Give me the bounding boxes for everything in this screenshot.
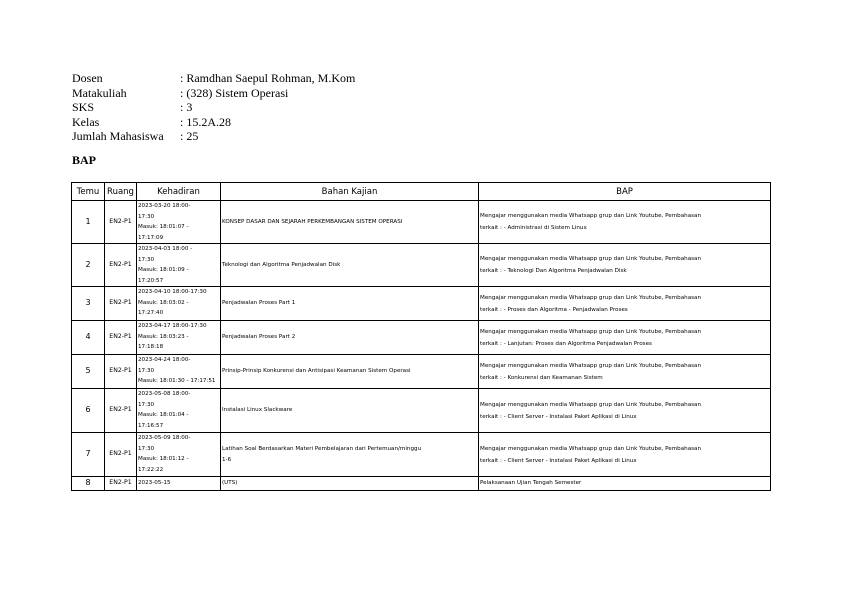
bap-line: terkait : - Client Server - Instalasi Paket Aplikasi di Linux — [480, 457, 637, 464]
schedule-text: 2023-04-03 18:00 - — [138, 246, 193, 252]
cell-room: EN2-P1 — [105, 433, 137, 477]
info-label: Jumlah Mahasiswa — [72, 129, 164, 144]
cell-bap — [479, 433, 771, 477]
info-row-students — [72, 129, 355, 144]
checkin-text: Masuk: 18:01:12 - — [138, 456, 189, 462]
topic-line: 1-6 — [222, 456, 232, 463]
table-header-row — [72, 183, 771, 201]
bap-table — [71, 182, 771, 491]
cell-attendance — [137, 201, 221, 244]
bap-line: Mengajar menggunakan media Whatsapp grup dan Link Youtube, Pembahasan — [480, 213, 702, 219]
section-title: BAP — [72, 153, 96, 167]
bap-line: terkait : - Teknologi Dan Algoritma Penjadwalan Disk — [480, 268, 627, 274]
col-header-attendance: Kehadiran — [137, 183, 221, 201]
cell-topic: KONSEP DASAR DAN SEJARAH PERKEMBANGAN SISTEM OPERASI — [221, 201, 479, 244]
cell-room: EN2-P1 — [105, 321, 137, 355]
bap-line: terkait : - Proses dan Algoritma - Penjadwalan Proses — [480, 306, 628, 313]
course-info — [72, 71, 355, 144]
cell-meeting: 4 — [72, 321, 105, 355]
cell-attendance — [137, 287, 221, 321]
checkout-text: 17:18:18 — [138, 344, 164, 350]
bap-line: Mengajar menggunakan media Whatsapp grup dan Link Youtube, Pembahasan — [480, 445, 702, 452]
topic-line: Latihan Soal Berdasarkan Materi Pembelajaran dari Pertemuan/minggu — [222, 446, 422, 452]
schedule-text: 2023-03-20 18:00- — [138, 203, 191, 209]
cell-room: EN2-P1 — [105, 389, 137, 433]
cell-attendance — [137, 389, 221, 433]
info-label: Kelas — [72, 114, 100, 129]
checkout-text: 17:27:40 — [138, 310, 164, 316]
cell-bap — [479, 355, 771, 389]
cell-bap: Pelaksanaan Ujian Tengah Semester — [479, 477, 771, 491]
table-row — [72, 433, 771, 477]
cell-bap — [479, 201, 771, 244]
cell-attendance — [137, 433, 221, 477]
checkin-text: Masuk: 18:01:30 - 17:17:51 — [138, 378, 216, 384]
col-header-bap: BAP — [479, 183, 771, 201]
end-text: 17:30 — [138, 401, 155, 408]
bap-line: Mengajar menggunakan media Whatsapp grup dan Link Youtube, Pembahasan — [480, 294, 702, 301]
info-row-course — [72, 86, 355, 101]
cell-topic — [221, 433, 479, 477]
cell-meeting: 7 — [72, 433, 105, 477]
info-row-credits — [72, 100, 355, 115]
cell-room: EN2-P1 — [105, 201, 137, 244]
cell-room: EN2-P1 — [105, 477, 137, 491]
schedule-text: 2023-04-17 18:00-17:30 — [138, 323, 207, 329]
cell-attendance: 2023-05-15 — [137, 477, 221, 491]
table-row — [72, 355, 771, 389]
info-row-class — [72, 115, 355, 130]
bap-line: terkait : - Administrasi di Sistem Linux — [480, 225, 587, 231]
cell-meeting: 3 — [72, 287, 105, 321]
end-text: 17:30 — [138, 256, 155, 263]
cell-topic: Teknologi dan Algoritma Penjadwalan Disk — [221, 244, 479, 287]
checkout-text: 17:17:09 — [138, 234, 164, 241]
cell-bap — [479, 389, 771, 433]
cell-meeting: 6 — [72, 389, 105, 433]
cell-meeting: 8 — [72, 477, 105, 491]
table-row — [72, 201, 771, 244]
bap-line: Mengajar menggunakan media Whatsapp grup dan Link Youtube, Pembahasan — [480, 401, 702, 408]
checkout-text: 17:20:57 — [138, 277, 164, 284]
cell-bap — [479, 321, 771, 355]
table-row — [72, 244, 771, 287]
cell-topic: Prinsip-Prinsip Konkurensi dan Antisipasi Keamanan Sistem Operasi — [221, 355, 479, 389]
bap-line: terkait : - Client Server - Instalasi Paket Aplikasi di Linux — [480, 413, 637, 420]
cell-room: EN2-P1 — [105, 355, 137, 389]
checkin-text: Masuk: 18:01:07 - — [138, 224, 189, 230]
cell-attendance — [137, 244, 221, 287]
info-value: : Ramdhan Saepul Rohman, M.Kom — [180, 71, 356, 85]
checkin-text: Masuk: 18:01:09 - — [138, 267, 189, 273]
cell-meeting: 1 — [72, 201, 105, 244]
end-text: 17:30 — [138, 367, 155, 374]
bap-line: terkait : - Konkurensi dan Keamanan Sistem — [480, 374, 603, 381]
cell-room: EN2-P1 — [105, 287, 137, 321]
table-row — [72, 389, 771, 433]
table-row — [72, 321, 771, 355]
info-value: : 15.2A.28 — [180, 114, 231, 129]
col-header-room: Ruang — [105, 183, 137, 201]
cell-meeting: 5 — [72, 355, 105, 389]
bap-line: Mengajar menggunakan media Whatsapp grup dan Link Youtube, Pembahasan — [480, 328, 702, 335]
info-value: : (328) Sistem Operasi — [180, 85, 289, 100]
end-text: 17:30 — [138, 213, 155, 220]
col-header-topic: Bahan Kajian — [221, 183, 479, 201]
schedule-text: 2023-05-08 18:00- — [138, 391, 191, 397]
table-row — [72, 287, 771, 321]
cell-attendance — [137, 355, 221, 389]
cell-topic: Instalasi Linux Slackware — [221, 389, 479, 433]
table-row — [72, 477, 771, 491]
cell-meeting: 2 — [72, 244, 105, 287]
cell-attendance — [137, 321, 221, 355]
info-row-lecturer — [72, 71, 355, 86]
bap-line: terkait : - Lanjutan: Proses dan Algoritma Penjadwalan Proses — [480, 340, 652, 347]
schedule-text: 2023-04-24 18:00- — [138, 357, 191, 363]
schedule-text: 2023-04-10 18:00-17:30 — [138, 289, 207, 295]
info-value: : 25 — [180, 129, 199, 144]
checkin-text: Masuk: 18:03:23 - — [138, 333, 189, 340]
schedule-text: 2023-05-09 18:00- — [138, 435, 191, 441]
cell-topic: Penjadwalan Proses Part 1 — [221, 287, 479, 321]
bap-line: Mengajar menggunakan media Whatsapp grup dan Link Youtube, Pembahasan — [480, 362, 702, 369]
col-header-meeting: Temu — [72, 183, 105, 201]
checkout-text: 17:22:22 — [138, 466, 164, 473]
cell-bap — [479, 287, 771, 321]
bap-line: Mengajar menggunakan media Whatsapp grup dan Link Youtube, Pembahasan — [480, 256, 702, 262]
info-label: Matakuliah — [72, 85, 127, 100]
checkin-text: Masuk: 18:01:04 - — [138, 412, 189, 418]
cell-topic: (UTS) — [221, 477, 479, 491]
info-value: : 3 — [180, 100, 193, 115]
info-label: SKS — [72, 100, 95, 115]
cell-topic: Penjadwalan Proses Part 2 — [221, 321, 479, 355]
end-text: 17:30 — [138, 445, 155, 452]
checkout-text: 17:16:57 — [138, 422, 164, 429]
cell-bap — [479, 244, 771, 287]
cell-room: EN2-P1 — [105, 244, 137, 287]
info-label: Dosen — [72, 71, 103, 85]
checkin-text: Masuk: 18:03:02 - — [138, 299, 189, 306]
